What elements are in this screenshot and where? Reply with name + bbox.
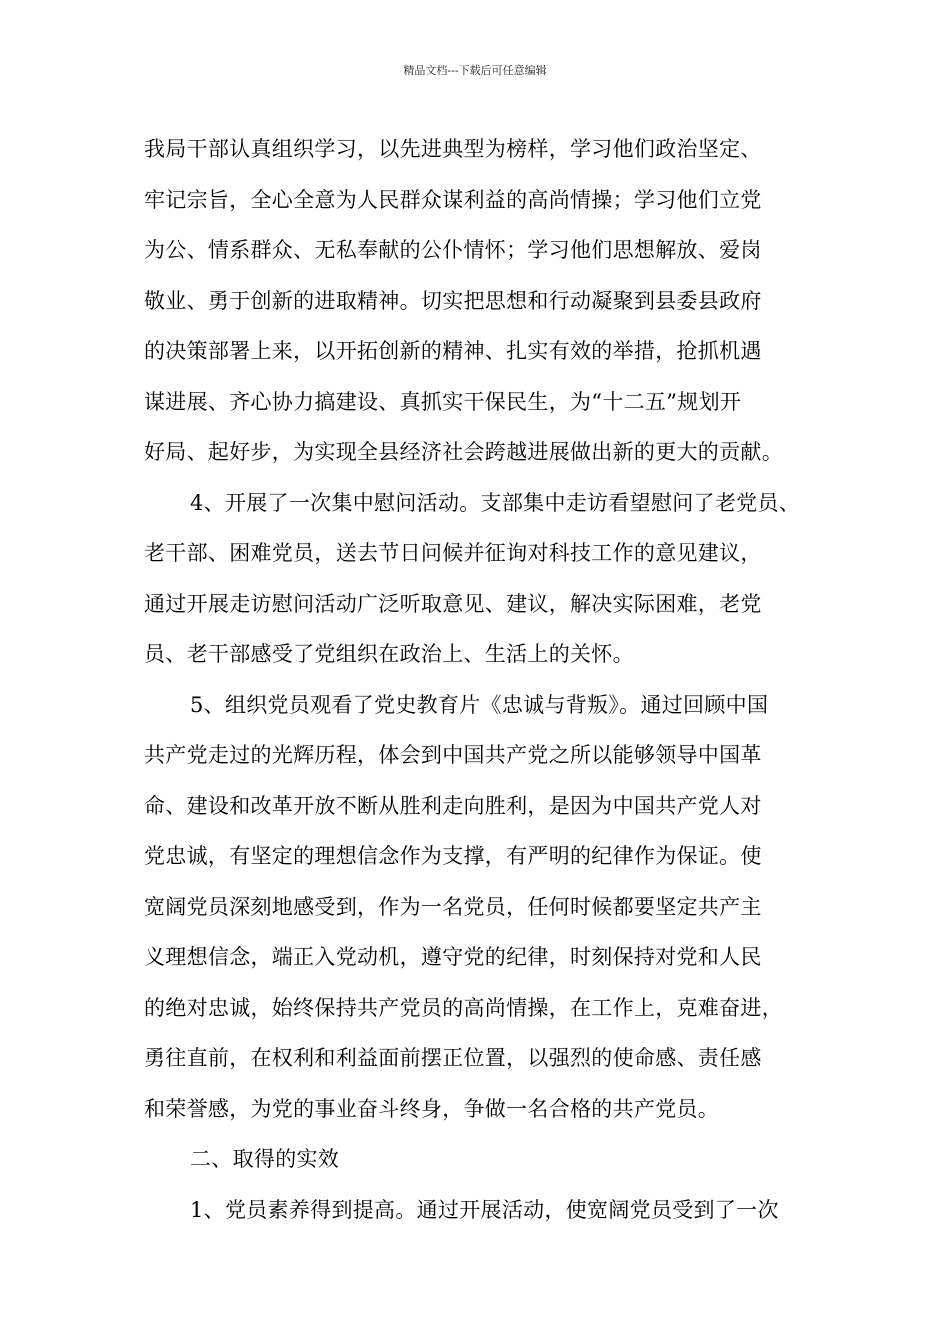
text-line: 命、建设和改革开放不断从胜利走向胜利，是因为中国共产党人对 <box>144 793 762 818</box>
text-line: 宽阔党员深刻地感受到，作为一名党员，任何时候都要坚定共产主 <box>144 894 762 919</box>
text-line: 我局干部认真组织学习，以先进典型为榜样，学习他们政治坚定、 <box>144 137 762 161</box>
text-line: 二、取得的实效 <box>190 1147 340 1171</box>
text-line: 的决策部署上来，以开拓创新的精神、扎实有效的举措，抢抓机遇 <box>144 339 762 363</box>
text-line: 通过开展走访慰问活动广泛听取意见、建议，解决实际困难，老党 <box>144 591 762 616</box>
text-line: 勇往直前，在权利和利益面前摆正位置，以强烈的使命感、责任感 <box>144 1046 762 1070</box>
text-line: 1、党员素养得到提高。通过开展活动，使宽阔党员受到了一次 <box>190 1197 779 1222</box>
text-line: 敬业、勇于创新的进取精神。切实把思想和行动凝聚到县委县政府 <box>144 288 762 313</box>
document-body <box>144 129 824 1240</box>
text-line: 义理想信念，端正入党动机，遵守党的纪律，时刻保持对党和人民 <box>144 945 762 969</box>
text-line: 老干部、困难党员，送去节日问候并征询对科技工作的意见建议， <box>144 541 762 565</box>
text-line: 谋进展、齐心协力搞建设、真抓实干保民生，为“十二五”规划开 <box>144 389 742 414</box>
text-line: 和荣誉感，为党的事业奋斗终身，争做一名合格的共产党员。 <box>144 1096 720 1121</box>
text-line: 共产党走过的光辉历程，体会到中国共产党之所以能够领导中国革 <box>144 743 762 767</box>
page-header: 精品文档---下载后可任意编辑 <box>403 64 547 77</box>
text-line: 牢记宗旨，全心全意为人民群众谋利益的高尚情操；学习他们立党 <box>144 187 762 212</box>
text-line: 的绝对忠诚，始终保持共产党员的高尚情操，在工作上，克难奋进， <box>144 995 783 1020</box>
text-line: 5、组织党员观看了党史教育片《忠诚与背叛》。通过回顾中国 <box>190 692 769 717</box>
text-line: 4、开展了一次集中慰问活动。支部集中走访看望慰问了老党员、 <box>190 490 801 515</box>
text-line: 为公、情系群众、无私奉献的公仆情怀；学习他们思想解放、爱岗 <box>144 238 762 262</box>
text-line: 好局、起好步，为实现全县经济社会跨越进展做出新的更大的贡献。 <box>144 440 783 464</box>
text-line: 员、老干部感受了党组织在政治上、生活上的关怀。 <box>144 642 634 666</box>
text-line: 党忠诚，有坚定的理想信念作为支撑，有严明的纪律作为保证。使 <box>144 844 762 868</box>
